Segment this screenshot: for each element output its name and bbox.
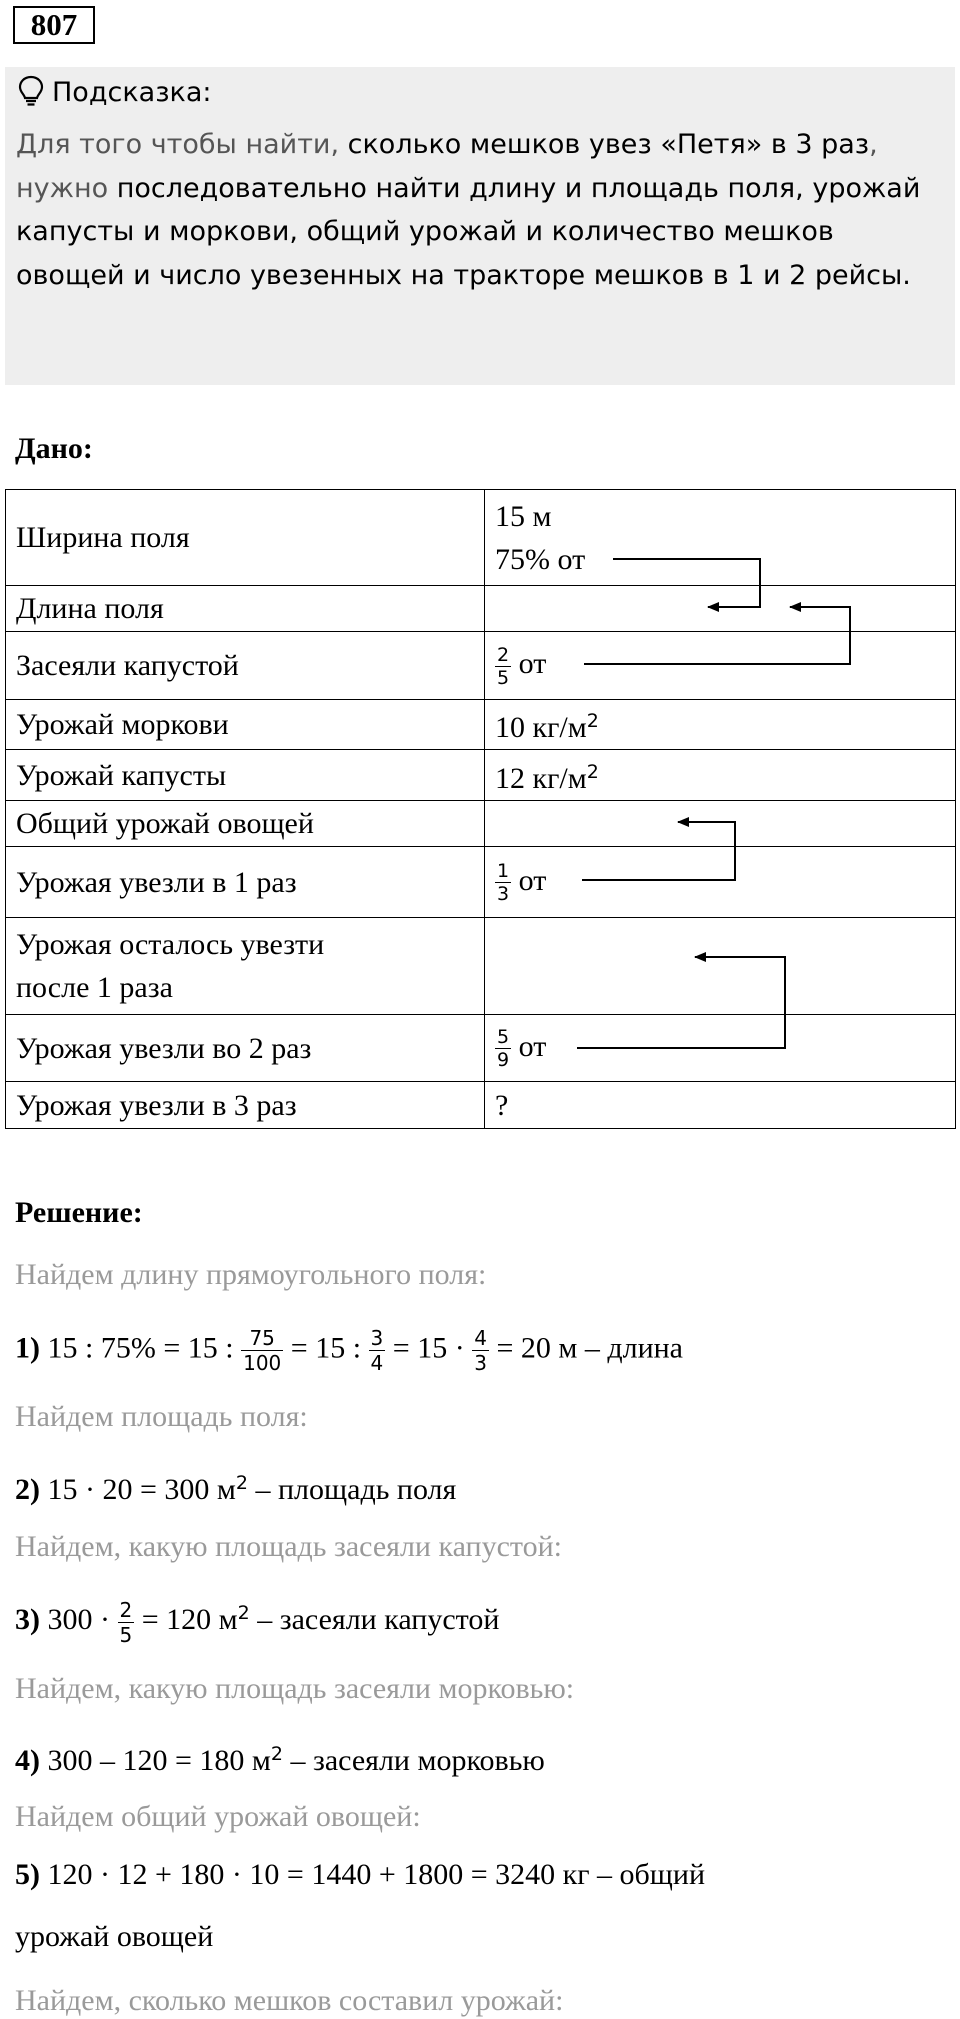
arrow-first-trip-to-total xyxy=(582,822,735,880)
fraction: $\frac{2}{5}$ xyxy=(497,643,510,689)
step2-intro: Найдем площадь поля: xyxy=(15,1400,308,1433)
fraction: $\frac{1}{3}$ xyxy=(497,860,510,906)
task-number: 807 xyxy=(13,6,95,44)
step4-formula: 4) 300 – 120 = 180 $м^2$ – засеяли морковью xyxy=(15,1743,545,1777)
percent-value: 75% от xyxy=(495,542,586,576)
step4-intro: Найдем, какую площадь засеяли морковью: xyxy=(15,1672,575,1705)
row-value: $\frac{2}{5}$ от xyxy=(485,632,956,700)
step6-intro: Найдем, сколько мешков составил урожай: xyxy=(15,1984,564,2017)
row-value: ? xyxy=(485,1082,956,1129)
fraction: $\frac{4}{3}$ xyxy=(474,1326,487,1375)
row-label: Урожай капусты xyxy=(6,750,485,801)
row-label: Засеяли капустой xyxy=(6,632,485,700)
step3-formula: 3) 300 · $\frac{2}{5}$ = 120 $м^2$ – засеяли капустой xyxy=(15,1597,500,1647)
hint-title-text: Подсказка: xyxy=(52,77,212,108)
row-label: Урожая увезли во 2 раз xyxy=(6,1015,485,1082)
step5-formula-cont: урожай овощей xyxy=(15,1920,214,1953)
step1-formula: 1) 15 : 75% = 15 : $\frac{75}{100}$ = 15 : $\frac{3}{4}$ = 15 · $\frac{4}{3}$ = 20 м – длина xyxy=(15,1326,683,1375)
hint-text-mid: , нужно xyxy=(16,129,878,204)
hint-text-main: сколько мешков увез «Петя» в 3 раз xyxy=(347,129,870,160)
fraction: $\frac{5}{9}$ xyxy=(497,1026,510,1072)
arrow-width-to-length xyxy=(613,559,760,607)
fraction: $\frac{75}{100}$ xyxy=(243,1326,282,1375)
step5-formula: 5) 120 · 12 + 180 · 10 = 1440 + 1800 = 3240 кг – общий xyxy=(15,1858,706,1891)
row-label: Урожая увезли в 1 раз xyxy=(6,847,485,918)
row-label: Урожая осталось увезти после 1 раза xyxy=(6,918,485,1015)
hint-text-rest: последовательно найти длину и площадь поля, урожай капусты и моркови, общий урожай и количество мешков овощей и число увезенных на тракторе мешков в 1 и 2 рейсы. xyxy=(16,172,921,291)
step1-intro: Найдем длину прямоугольного поля: xyxy=(15,1258,487,1291)
step2-formula: 2) 15 · 20 = 300 $м^2$ – площадь поля xyxy=(15,1472,457,1506)
step3-intro: Найдем, какую площадь засеяли капустой: xyxy=(15,1530,562,1563)
width-value: 15 м xyxy=(495,499,552,533)
row-label: Длина поля xyxy=(6,586,485,632)
fraction: $\frac{2}{5}$ xyxy=(119,1597,133,1647)
row-value: $\frac{5}{9}$ от xyxy=(485,1015,956,1082)
row-value: 10 $кг/м^2$ xyxy=(485,700,956,750)
arrow-cabbage-to-length xyxy=(584,607,850,664)
step5-intro: Найдем общий урожай овощей: xyxy=(15,1800,421,1833)
row-value: $\frac{1}{3}$ от xyxy=(485,847,956,918)
fraction: $\frac{3}{4}$ xyxy=(370,1326,384,1375)
row-label: Урожая увезли в 3 раз xyxy=(6,1082,485,1129)
row-label: Урожай моркови xyxy=(6,700,485,750)
given-heading: Дано: xyxy=(15,432,93,465)
hint-text-prefix: Для того чтобы найти, xyxy=(16,129,348,160)
row-label: Ширина поля xyxy=(6,490,485,586)
arrow-second-trip-to-remaining xyxy=(577,957,785,1048)
row-value: 12 $кг/м^2$ xyxy=(485,750,956,801)
solution-heading: Решение: xyxy=(15,1196,143,1229)
row-label: Общий урожай овощей xyxy=(6,801,485,847)
